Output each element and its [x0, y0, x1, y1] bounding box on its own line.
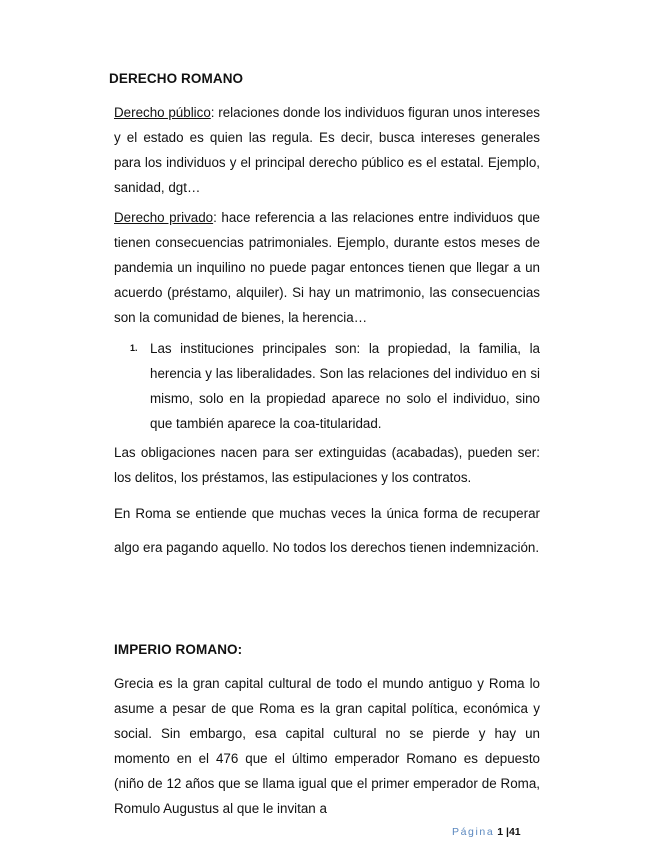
- paragraph-roma: En Roma se entiende que muchas veces la única forma de recuperar algo era pagando aquello. No todos los derechos tienen indemnización.: [114, 506, 540, 555]
- list-item-number: 1.: [130, 343, 138, 353]
- paragraph-grecia: Grecia es la gran capital cultural de todo el mundo antiguo y Roma lo asume a pesar de que Roma es la gran capital política, económica y social. Sin embargo, esa capital cultural no se pierde y hay un momento en el 476 que el último emperador Romano es depuesto (niño de 12 años que se llama igual que el primer emperador de Roma, Romulo Augustus al que le invitan a: [114, 676, 540, 816]
- footer-page-word: Página: [452, 826, 495, 838]
- term-derecho-privado: Derecho privado: [114, 210, 214, 225]
- paragraph-derecho-privado: [114, 205, 540, 330]
- definition-derecho-privado: : hace referencia a las relaciones entre individuos que tienen consecuencias patrimoniales. Ejemplo, durante estos meses de pandemia un inquilino no puede pagar entonces tienen que llegar a un acuerdo (préstamo, alquiler). Si hay un matrimonio, las consecuencias son la comunidad de bienes, la herencia…: [114, 210, 540, 325]
- footer-page-number: 1: [497, 826, 504, 838]
- list-item: [114, 336, 540, 436]
- footer-separator: |: [505, 826, 509, 838]
- paragraph-derecho-publico: [114, 100, 540, 200]
- paragraph-obligaciones: Las obligaciones nacen para ser extinguidas (acabadas), pueden ser: los delitos, los préstamos, las estipulaciones y los contratos.: [114, 445, 540, 485]
- numbered-list: [114, 336, 540, 436]
- term-derecho-publico: Derecho público: [114, 105, 211, 120]
- footer-total-pages: 41: [508, 826, 521, 838]
- section-title-imperio-romano: IMPERIO ROMANO:: [114, 642, 243, 657]
- definition-derecho-publico: : relaciones donde los individuos figuran unos intereses y el estado es quien las regula. Es decir, busca intereses generales para los individuos y el principal derecho público es el estatal. Ejemplo, sanidad, dgt…: [114, 105, 540, 195]
- page-footer: [452, 826, 521, 838]
- list-item-text: Las instituciones principales son: la propiedad, la familia, la herencia y las liberalidades. Son las relaciones del individuo en si mismo, solo en la propiedad aparece no solo el individuo, sino que también aparece la coa-titularidad.: [150, 341, 540, 431]
- section-title-derecho-romano: DERECHO ROMANO: [109, 71, 244, 86]
